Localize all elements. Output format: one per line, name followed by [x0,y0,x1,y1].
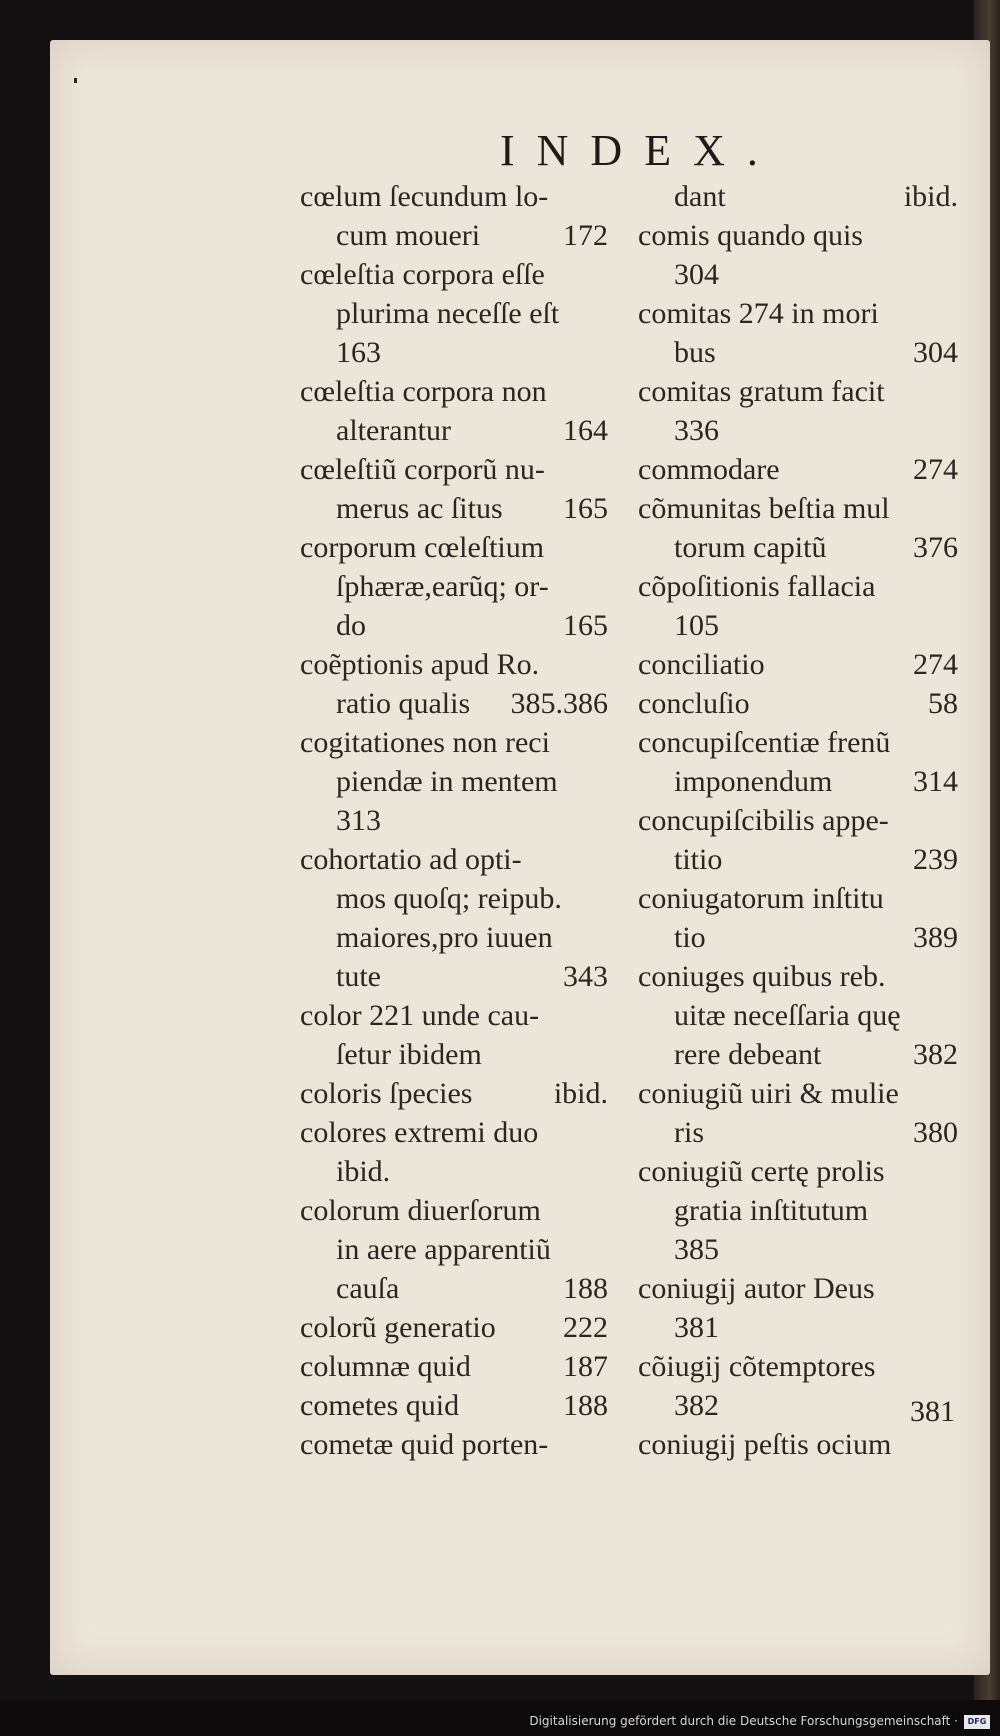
index-entry-line [638,762,958,801]
index-entry-line [638,1425,958,1464]
index-entry-text: cohortatio ad opti- [300,843,522,876]
index-entry-line [638,684,958,723]
page-header: INDEX. [500,126,780,175]
index-entry-text: coniugiũ uiri & mulie [638,1077,899,1110]
index-entry-page: 385.386 [510,687,608,720]
index-entry-line [300,1191,608,1230]
index-entry-page: ibid. [553,1077,608,1110]
index-entry-text: cõmunitas beſtia mul [638,492,890,525]
index-entry-line [638,1113,958,1152]
index-entry-text: colorum diuerſorum [300,1194,541,1227]
index-entry-line [638,489,958,528]
index-entry-page: 165 [563,492,608,525]
index-entry-text: cœleſtiũ corporũ nu- [300,453,545,486]
index-entry-text: coniugiũ certę prolis [638,1155,885,1188]
index-entry-text: coloris ſpecies [300,1077,473,1110]
index-column-right [638,177,958,1464]
index-entry-page: 188 [563,1272,608,1305]
index-entry-line [638,645,958,684]
index-entry-text: coniuges quibus reb. [638,960,886,993]
index-entry-line [300,528,608,567]
index-entry-text: cum moueri [336,219,481,252]
index-entry-line [638,1269,958,1308]
index-entry-text: 163 [336,336,381,369]
index-entry-text: 381 [674,1311,719,1344]
index-entry-line [300,762,608,801]
index-entry-text: 304 [674,258,719,291]
index-entry-page: 164 [563,414,608,447]
index-entry-line [300,1230,608,1269]
index-entry-line [638,1191,958,1230]
index-entry-line [638,177,958,216]
index-entry-text: bus [674,336,716,369]
index-entry-page: 343 [563,960,608,993]
index-entry-line [300,606,608,645]
ink-mark [74,78,77,83]
index-entry-page: 172 [563,219,608,252]
index-entry-text: cõpoſitionis fallacia [638,570,876,603]
index-entry-text: titio [674,843,723,876]
index-entry-line [638,606,958,645]
index-entry-text: comis quando quis [638,219,863,252]
index-entry-line [300,489,608,528]
index-entry-line [300,879,608,918]
index-entry-text: colorũ generatio [300,1311,496,1344]
index-entry-line [638,840,958,879]
index-entry-page: 376 [913,531,958,564]
index-column-left [300,177,608,1464]
index-entry-line [638,372,958,411]
index-entry-text: corporum cœleſtium [300,531,545,564]
index-entry-line [300,840,608,879]
index-entry-text: comitas 274 in mori [638,297,879,330]
index-entry-page: 380 [913,1116,958,1149]
index-entry-text: ſphæræ,earũq; or- [336,570,549,603]
index-entry-line [638,333,958,372]
index-entry-text: torum capitũ [674,531,827,564]
index-entry-page: 274 [913,648,958,681]
index-entry-line [638,1035,958,1074]
index-entry-text: dant [674,180,726,213]
index-entry-text: ſetur ibidem [336,1038,482,1071]
index-entry-line [300,216,608,255]
index-entry-text: comitas gratum facit [638,375,885,408]
index-entry-line [300,1152,608,1191]
index-entry-line [300,1074,608,1113]
index-entry-text: 105 [674,609,719,642]
index-entry-line [300,645,608,684]
index-entry-text: concupiſcentiæ frenũ [638,726,891,759]
index-entry-page: 58 [928,687,958,720]
index-entry-text: cogitationes non reci [300,726,550,759]
index-entry-text: coniugij autor Deus [638,1272,875,1305]
index-entry-text: ris [674,1116,704,1149]
index-entry-line [638,1074,958,1113]
index-entry-text: ratio qualis [336,687,471,720]
index-entry-line [638,723,958,762]
index-entry-line [300,450,608,489]
index-entry-text: 382 [674,1389,719,1422]
index-entry-page: 382 [913,1038,958,1071]
index-entry-line [638,957,958,996]
index-entry-text: coniugij peſtis ocium [638,1428,892,1461]
index-entry-text: coniugatorum inſtitu [638,882,884,915]
index-entry-page: 187 [563,1350,608,1383]
index-entry-line [300,1308,608,1347]
index-entry-text: piendæ in mentem [336,765,558,798]
index-entry-text: tute [336,960,381,993]
index-entry-line [638,255,958,294]
index-entry-line [300,1425,608,1464]
index-entry-line [300,1386,608,1425]
index-entry-text: ibid. [336,1155,391,1188]
index-entry-page: 314 [913,765,958,798]
index-entry-text: tio [674,921,706,954]
index-entry-page: 165 [563,609,608,642]
index-entry-line [300,372,608,411]
index-entry-text: 336 [674,414,719,447]
index-entry-text: cœlum ſecundum lo- [300,180,549,213]
index-entry-text: maiores,pro iuuen [336,921,553,954]
index-entry-text: conciliatio [638,648,765,681]
index-entry-line [300,801,608,840]
index-entry-line [638,1347,958,1386]
index-entry-line [638,1308,958,1347]
index-entry-line [300,411,608,450]
index-entry-line [300,1113,608,1152]
index-entry-text: alterantur [336,414,451,447]
index-entry-line [300,177,608,216]
index-entry-page: 188 [563,1389,608,1422]
index-entry-text: coẽptionis apud Ro. [300,648,540,681]
index-entry-line [300,996,608,1035]
index-entry-line [300,957,608,996]
index-entry-text: cœleſtia corpora non [300,375,547,408]
index-entry-text: colores extremi duo [300,1116,539,1149]
index-entry-text: cometes quid [300,1389,460,1422]
index-entry-line [638,528,958,567]
index-entry-text: columnæ quid [300,1350,471,1383]
index-entry-text: concupiſcibilis appe- [638,804,889,837]
index-entry-text: cometæ quid porten- [300,1428,549,1461]
index-entry-line [638,996,958,1035]
index-entry-text: concluſio [638,687,750,720]
index-entry-page: ibid. [903,180,958,213]
index-entry-line [300,1347,608,1386]
index-entry-line [300,1269,608,1308]
index-entry-line [638,879,958,918]
catchword: 381 [910,1395,955,1428]
index-entry-line [638,216,958,255]
index-entry-text: gratia inſtitutum [674,1194,869,1227]
index-entry-line [638,450,958,489]
index-entry-line [300,255,608,294]
index-entry-text: cauſa [336,1272,400,1305]
index-entry-line [638,801,958,840]
index-entry-text: in aere apparentiũ [336,1233,551,1266]
index-entry-text: 385 [674,1233,719,1266]
index-entry-text: mos quoſq; reipub. [336,882,562,915]
index-entry-text: imponendum [674,765,833,798]
index-entry-text: merus ac ſitus [336,492,503,525]
index-entry-text: do [336,609,366,642]
index-entry-line [300,1035,608,1074]
index-entry-page: 274 [913,453,958,486]
index-entry-line [300,294,608,333]
index-entry-line [300,684,608,723]
index-entry-text: uitæ neceſſaria quę [674,999,901,1032]
index-entry-text: color 221 unde cau- [300,999,540,1032]
index-entry-text: commodare [638,453,780,486]
index-entry-line [638,567,958,606]
index-entry-page: 304 [913,336,958,369]
index-entry-line [300,918,608,957]
dfg-logo-icon: DFG [964,1715,990,1729]
footer-credit: Digitalisierung gefördert durch die Deutsche Forschungsgemeinschaft · [529,1714,958,1728]
index-entry-line [300,723,608,762]
index-entry-page: 389 [913,921,958,954]
index-entry-line [638,1152,958,1191]
index-entry-line [638,1230,958,1269]
index-entry-text: rere debeant [674,1038,822,1071]
index-entry-text: cõiugij cõtemptores [638,1350,876,1383]
index-entry-page: 239 [913,843,958,876]
index-entry-page: 222 [563,1311,608,1344]
index-entry-line [638,411,958,450]
index-entry-line [638,918,958,957]
index-entry-line [300,567,608,606]
index-entry-line [638,294,958,333]
index-entry-text: 313 [336,804,381,837]
index-entry-text: cœleſtia corpora eſſe [300,258,545,291]
index-entry-text: plurima neceſſe eſt [336,297,560,330]
footer-bar [0,1700,1000,1736]
index-entry-line [300,333,608,372]
